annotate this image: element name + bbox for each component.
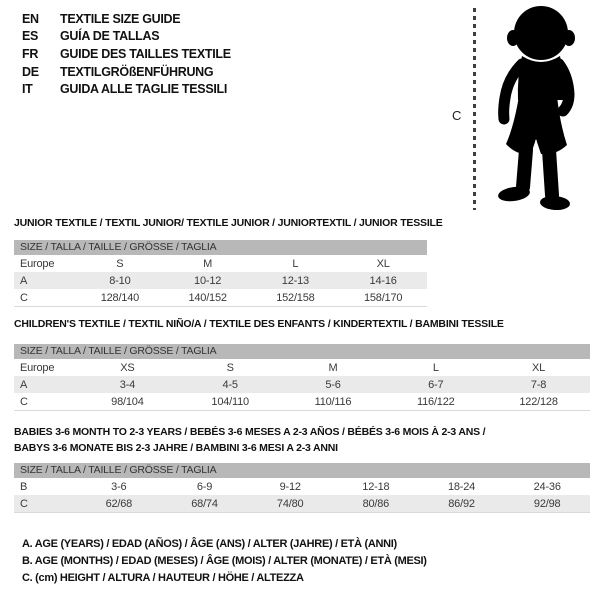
table-cell: 140/152 [188,291,227,304]
children-size-table [14,344,590,411]
table-cell: L [292,257,299,270]
table-row [14,495,590,512]
language-title: GUIDE DES TAILLES TEXTILE [60,46,231,61]
table-cell: 7-8 [530,378,547,391]
babies-table-title-line1: BABIES 3-6 MONTH TO 2-3 YEARS / BEBÉS 3-6 MESES A 2-3 AÑOS / BÉBÉS 3-6 MOIS À 2-3 ANS / [14,426,486,438]
row-label: Europe [20,361,55,374]
table-cell: 14-16 [369,274,397,287]
table-cell: 3-6 [111,480,127,493]
table-cell: 5-6 [325,378,341,391]
table-cell: 80/86 [362,497,390,510]
table-cell: 104/110 [211,395,249,408]
table-cell: 152/158 [276,291,315,304]
language-code: EN [22,11,39,26]
language-row-de [22,63,231,81]
language-row-it [22,80,231,98]
table-cell: L [432,361,439,374]
row-label: C [20,497,28,510]
table-cell: S [226,361,234,374]
babies-table-title-line2: BABYS 3-6 MONATE BIS 2-3 JAHRE / BAMBINI 3-6 MESI A 2-3 ANNI [14,442,338,454]
size-header-bar: SIZE / TALLA / TAILLE / GRÖSSE / TAGLIA [14,240,427,255]
row-label: Europe [20,257,55,270]
table-row [14,393,590,410]
table-cell: 86/92 [448,497,475,510]
language-title: TEXTILE SIZE GUIDE [60,11,181,26]
table-cell: 92/98 [533,497,561,510]
table-cell: 8-10 [109,274,131,287]
table-row [14,289,427,306]
table-cell: 62/68 [105,497,133,510]
footnote-b: B. AGE (MONTHS) / EDAD (MESES) / ÂGE (MOIS) / ALTER (MONATE) / ETÀ (MESI) [22,555,427,568]
row-label: B [20,480,28,493]
size-header-bar: SIZE / TALLA / TAILLE / GRÖSSE / TAGLIA [14,463,590,478]
table-cell: 9-12 [279,480,301,493]
table-cell: 24-36 [533,480,561,493]
table-cell: 116/122 [417,395,455,408]
row-label: C [20,291,28,304]
table-cell: S [116,257,124,270]
language-row-fr [22,45,231,63]
height-marker-label: C [452,108,462,123]
table-cell: 6-9 [196,480,213,493]
table-cell: 18-24 [447,480,476,493]
junior-table-title: JUNIOR TEXTILE / TEXTIL JUNIOR/ TEXTILE JUNIOR / JUNIORTEXTIL / JUNIOR TESSILE [14,217,443,229]
row-label: A [20,274,28,287]
table-cell: 12-13 [281,274,309,287]
row-label: C [20,395,28,408]
size-header-bar: SIZE / TALLA / TAILLE / GRÖSSE / TAGLIA [14,344,590,359]
table-cell: 10-12 [194,274,222,287]
table-cell: M [203,257,213,270]
height-dashed-line [473,8,476,210]
language-title: GUÍA DE TALLAS [60,29,160,44]
junior-size-table [14,240,427,307]
table-row [14,272,427,289]
footnote-a: A. AGE (YEARS) / EDAD (AÑOS) / ÂGE (ANS) / ALTER (JAHRE) / ETÀ (ANNI) [22,538,397,550]
table-row [14,255,427,272]
table-cell: 6-7 [428,378,444,391]
row-label: A [20,378,28,391]
table-cell: 68/74 [191,497,218,510]
language-code: ES [22,29,39,44]
table-cell: 122/128 [519,395,558,408]
table-row [14,376,590,393]
children-table-title: CHILDREN'S TEXTILE / TEXTIL NIÑO/A / TEXTILE DES ENFANTS / KINDERTEXTIL / BAMBINI TESSILE [14,318,504,330]
language-title: TEXTILGRÖßENFÜHRUNG [60,64,214,79]
language-code: FR [22,46,39,61]
language-title: GUIDA ALLE TAGLIE TESSILI [60,82,228,97]
table-cell: 4-5 [222,378,238,391]
table-cell: 74/80 [276,497,304,510]
table-cell: 128/140 [100,291,140,304]
footnotes [22,536,427,588]
table-row [14,359,590,376]
table-cell: 110/116 [314,395,352,408]
language-code: DE [22,64,39,79]
table-cell: 3-4 [119,378,136,391]
language-code: IT [22,82,33,97]
table-cell: 12-18 [362,480,390,493]
toddler-silhouette-icon [489,4,585,213]
table-cell: 98/104 [111,395,144,408]
table-cell: 158/170 [363,291,403,304]
language-row-en [22,10,231,28]
table-cell: XS [120,361,135,374]
table-cell: XL [376,257,390,270]
table-cell: M [328,361,338,374]
babies-size-table [14,463,590,513]
table-cell: XL [532,361,546,374]
footnote-c: C. (cm) HEIGHT / ALTURA / HAUTEUR / HÖHE / ALTEZZA [22,572,304,585]
table-row [14,478,590,495]
language-row-es [22,28,231,46]
language-header [22,10,231,98]
